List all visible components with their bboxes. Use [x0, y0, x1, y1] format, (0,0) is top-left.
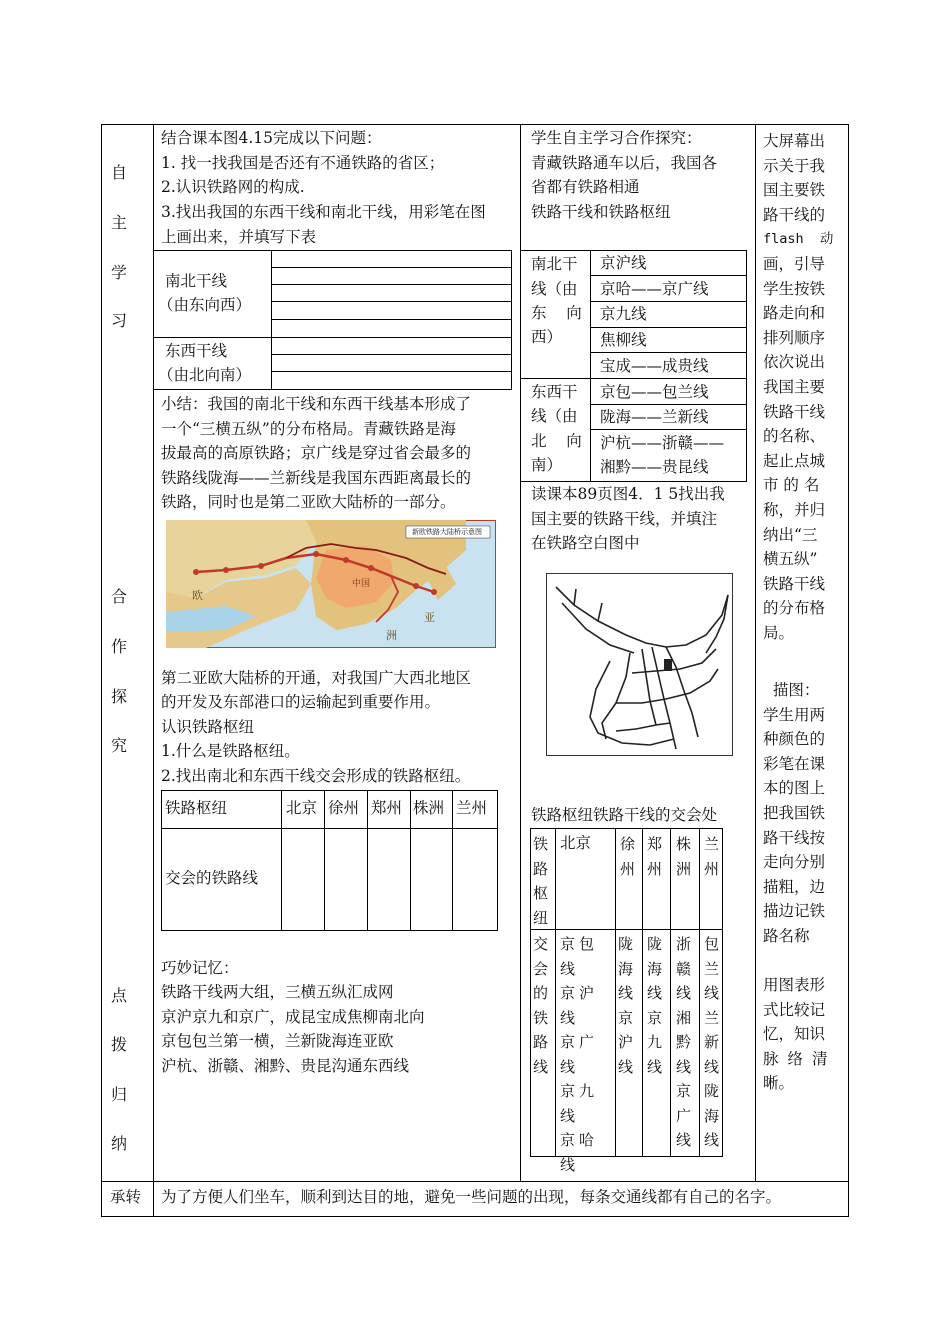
hub-header: 北京: [286, 799, 318, 817]
hub-header: 徐州: [328, 799, 360, 817]
note-line: 依次说出: [763, 353, 826, 372]
char: 铁: [533, 1008, 549, 1027]
char: 海: [704, 1106, 720, 1125]
note-line: 局。: [763, 623, 795, 642]
summary-line: 铁路，同时也是第二亚欧大陆桥的一部分。: [161, 493, 456, 511]
char: 郑: [647, 835, 663, 853]
char: 京: [647, 1008, 663, 1027]
char: 徐: [620, 835, 636, 853]
hub-answer-beijing: [560, 932, 616, 1177]
hub-answer-zhuzhou: [676, 932, 691, 1153]
label-char: 学: [111, 263, 128, 282]
char: 湘: [676, 1008, 692, 1027]
ns-trunk-label: 南北干线: [165, 272, 228, 290]
hub-q2: 2.找出南北和东西干线交会形成的铁路枢纽。: [161, 767, 471, 785]
bridge-line: 的开发及东部港口的运输起到重要作用。: [161, 693, 441, 711]
hub-q1: 1.什么是铁路枢纽。: [161, 742, 300, 760]
row-divider: [101, 1181, 849, 1182]
col2-q3b: 上画出来，并填写下表: [161, 228, 317, 246]
col3-p1: 青藏铁路通车以后，我国各: [531, 154, 718, 172]
ew-line: 京包——包兰线: [600, 383, 709, 401]
label-char: 自: [111, 163, 128, 182]
hub-answer-lanzhou: [704, 932, 719, 1153]
note-line: 彩笔在课: [763, 754, 826, 773]
char: 广: [676, 1106, 692, 1125]
ew-label: 北 向: [531, 432, 582, 450]
char: 浙: [676, 935, 692, 953]
char: 州: [647, 859, 663, 878]
ns-line: 京哈——京广线: [600, 280, 709, 298]
note-line: 路干线按: [763, 828, 826, 847]
label-char: 探: [111, 687, 128, 706]
col-divider-3: [755, 124, 756, 1182]
char: 线: [618, 1057, 634, 1076]
summary-line: 小结：我国的南北干线和东西干线基本形成了: [161, 395, 472, 413]
rail-line: 京哈线: [560, 1131, 599, 1174]
note-line: 国主要铁: [763, 181, 826, 200]
hub-row-label: 交会的铁路线: [165, 869, 259, 887]
char: 线: [704, 1057, 720, 1076]
char: 会: [533, 959, 549, 978]
map-label-asia: 亚: [424, 611, 435, 624]
ew-line: 沪杭——浙赣——: [600, 434, 725, 452]
hub-caption: 铁路枢纽铁路干线的交会处: [531, 806, 718, 824]
char: 洲: [676, 859, 692, 878]
note-line: 的名称、: [763, 427, 826, 446]
label-char: 主: [111, 213, 128, 232]
label-char: 归: [111, 1085, 128, 1104]
char: 九: [647, 1033, 663, 1051]
col3-p3: 铁路干线和铁路枢纽: [531, 203, 671, 221]
blank-railway-map: [546, 573, 733, 756]
rail-line: 京沪线: [560, 984, 599, 1027]
col2-q3a: 3.找出我国的东西干线和南北干线，用彩笔在图: [161, 203, 486, 221]
memory-line: 京沪京九和京广，成昆宝成焦柳南北向: [161, 1008, 425, 1026]
char: 陇: [704, 1082, 720, 1100]
read-line: 读课本89页图4．1 5找出我: [531, 485, 725, 503]
ew-label: 南）: [531, 456, 563, 474]
read-line: 在铁路空白图中: [531, 534, 640, 552]
hub-header: 兰州: [456, 799, 488, 817]
hub-header: 铁路枢纽: [165, 799, 228, 817]
note-line: 铁路干线: [763, 574, 826, 593]
char: 线: [676, 984, 692, 1002]
note-line: 横五纵”: [763, 550, 818, 569]
ew-label: 线（由: [531, 407, 578, 425]
ew-trunk-direction: （由北向南）: [158, 366, 252, 384]
char: 赣: [676, 959, 692, 978]
char: 海: [647, 959, 663, 978]
memory-line: 京包包兰第一横，兰新陇海连亚欧: [161, 1032, 394, 1050]
transition-text: 为了方便人们坐车，顺利到达目的地，避免一些问题的出现，每条交通线都有自己的名字。: [161, 1188, 782, 1206]
map-label-europe: 欧: [192, 589, 203, 602]
char: 线: [618, 984, 634, 1002]
note-line: 用图表形: [763, 976, 826, 994]
note-line: 示关于我: [763, 156, 826, 175]
hub-answer-header: [704, 832, 719, 881]
label-char: 点: [111, 986, 128, 1005]
ns-line: 焦柳线: [600, 331, 647, 349]
note-line: 大屏幕出: [763, 132, 826, 150]
col2-q1: 1. 找一找我国是否还有不通铁路的省区；: [161, 154, 445, 172]
ew-line: 湘黔——贵昆线: [600, 458, 709, 476]
hub-title: 认识铁路枢纽: [161, 718, 255, 736]
char: 陇: [618, 935, 634, 953]
note-line: 路名称: [763, 926, 810, 945]
summary-line: 铁路线陇海——兰新线是我国东西距离最长的: [161, 469, 472, 487]
char: 兰: [704, 959, 720, 978]
note-line: 的分布格: [763, 599, 826, 618]
ew-label: 东西干: [531, 383, 578, 401]
ns-line: 京沪线: [600, 254, 647, 272]
note-line: 学生按铁: [763, 279, 826, 298]
ns-label: 东 向: [531, 304, 582, 322]
char: 兰: [704, 1008, 720, 1027]
eurasia-land-bridge-map: [166, 520, 496, 648]
ns-label: 南北干: [531, 255, 578, 273]
table-border-top: [101, 124, 849, 125]
note-line: 晰。: [763, 1074, 795, 1093]
note-line: flash 动: [763, 231, 834, 248]
note-line: 式比较记: [763, 1000, 826, 1019]
note-line: 描图：: [763, 681, 820, 699]
col-divider-1: [153, 124, 154, 1217]
note-line: 本的图上: [763, 779, 826, 798]
note-line: 市 的 名: [763, 476, 820, 495]
read-line: 国主要的铁路干线，并填注: [531, 510, 718, 528]
ns-label: 线（由: [531, 280, 578, 298]
char: 州: [620, 859, 636, 878]
note-line: 脉络清: [763, 1049, 837, 1068]
char: 海: [618, 959, 634, 978]
table-border-bottom: [101, 1216, 849, 1217]
memory-line: 沪杭、浙赣、湘黔、贵昆沟通东西线: [161, 1057, 410, 1075]
ns-line: 宝成——成贵线: [600, 357, 709, 375]
ns-trunk-direction: （由东向西）: [158, 296, 252, 314]
char: 路: [533, 859, 549, 878]
char: 线: [647, 1057, 663, 1076]
hub-answer-header: [676, 832, 691, 881]
table-border-left: [101, 124, 102, 1217]
char: 交: [533, 935, 549, 953]
char: 京: [676, 1082, 692, 1100]
label-char: 拨: [111, 1035, 128, 1054]
memory-line: 巧妙记忆：: [161, 959, 239, 977]
note-line: 我国主要: [763, 377, 826, 396]
col2-intro: 结合课本图4.15完成以下问题：: [161, 129, 382, 147]
hub-answer-row-label: [533, 932, 551, 1079]
char: 线: [676, 1131, 692, 1149]
summary-line: 拔最高的高原铁路；京广线是穿过省会最多的: [161, 444, 472, 462]
label-char: 作: [111, 637, 128, 656]
table-border-right: [848, 124, 849, 1217]
note-line: 路走向和: [763, 304, 826, 323]
char: 线: [704, 1131, 720, 1149]
char: 株: [676, 835, 692, 853]
char: 州: [704, 859, 720, 878]
label-chengzhuan: 承转: [110, 1188, 142, 1206]
note-line: 种颜色的: [763, 730, 826, 749]
rail-line: 京广线: [560, 1033, 599, 1076]
map-label-china: 中国: [352, 579, 371, 589]
bridge-line: 第二亚欧大陆桥的开通，对我国广大西北地区: [161, 669, 472, 687]
char: 包: [704, 935, 720, 953]
teacher-notes-3: [763, 973, 843, 1096]
teacher-notes-1: [763, 129, 843, 645]
map-label-zhou: 洲: [386, 629, 397, 642]
char: 黔: [676, 1033, 692, 1051]
col-divider-2: [520, 124, 521, 1182]
ns-label: 西）: [531, 328, 563, 346]
note-line: 路干线的: [763, 205, 826, 224]
note-line: 学生用两: [763, 705, 826, 724]
note-line: 画，引导: [763, 254, 826, 273]
char: 线: [533, 1057, 549, 1076]
char: 京: [618, 1008, 634, 1027]
char: 线: [704, 984, 720, 1002]
hub-answer-header: [620, 832, 635, 881]
col3-title: 学生自主学习合作探究：: [531, 129, 702, 147]
hub-header: 郑州: [371, 799, 403, 817]
hub-answer-zhengzhou: [647, 932, 662, 1079]
char: 铁: [533, 835, 549, 853]
note-line: 描粗，边: [763, 877, 826, 896]
hub-header: 株洲: [413, 799, 445, 817]
char: 兰: [704, 835, 720, 853]
ew-trunk-label: 东西干线: [165, 342, 228, 360]
note-line: 把我国铁: [763, 803, 826, 822]
note-line: 铁路干线: [763, 402, 826, 421]
label-char: 习: [111, 311, 128, 330]
note-line: 走向分别: [763, 853, 826, 872]
char: 路: [533, 1033, 549, 1051]
char: 沪: [618, 1033, 634, 1051]
char: 枢: [533, 884, 549, 902]
label-char: 究: [111, 736, 128, 755]
note-line: 描边记铁: [763, 902, 826, 921]
note-line: 称，并归: [763, 500, 826, 519]
char: 纽: [533, 908, 549, 927]
map-title: 新欧铁路大陆桥示意图: [412, 528, 482, 536]
hub-answer-header: [647, 832, 662, 881]
ew-line: 陇海——兰新线: [600, 408, 709, 426]
note-line: 纳出“三: [763, 525, 818, 544]
hub-answer-header: 北京: [560, 834, 592, 852]
note-line: 起止点城: [763, 451, 826, 470]
char: 线: [676, 1057, 692, 1076]
hub-answer-xuzhou: [618, 932, 633, 1079]
label-char: 纳: [111, 1134, 128, 1153]
char: 线: [647, 984, 663, 1002]
col2-q2: 2.认识铁路网的构成.: [161, 178, 305, 196]
teacher-notes-2: [763, 678, 843, 949]
label-char: 合: [111, 587, 128, 606]
memory-line: 铁路干线两大组，三横五纵汇成网: [161, 983, 394, 1001]
note-line: 排列顺序: [763, 328, 826, 347]
ns-line: 京九线: [600, 305, 647, 323]
summary-line: 一个“三横五纵”的分布格局。青藏铁路是海: [161, 420, 456, 438]
char: 的: [533, 984, 549, 1002]
note-line: 忆，知识: [763, 1025, 826, 1044]
hub-answer-header: [533, 832, 551, 930]
rail-line: 京九线: [560, 1082, 599, 1125]
char: 新: [704, 1033, 720, 1051]
rail-line: 京包线: [560, 935, 599, 978]
col3-p2: 省都有铁路相通: [531, 178, 640, 196]
char: 陇: [647, 935, 663, 953]
